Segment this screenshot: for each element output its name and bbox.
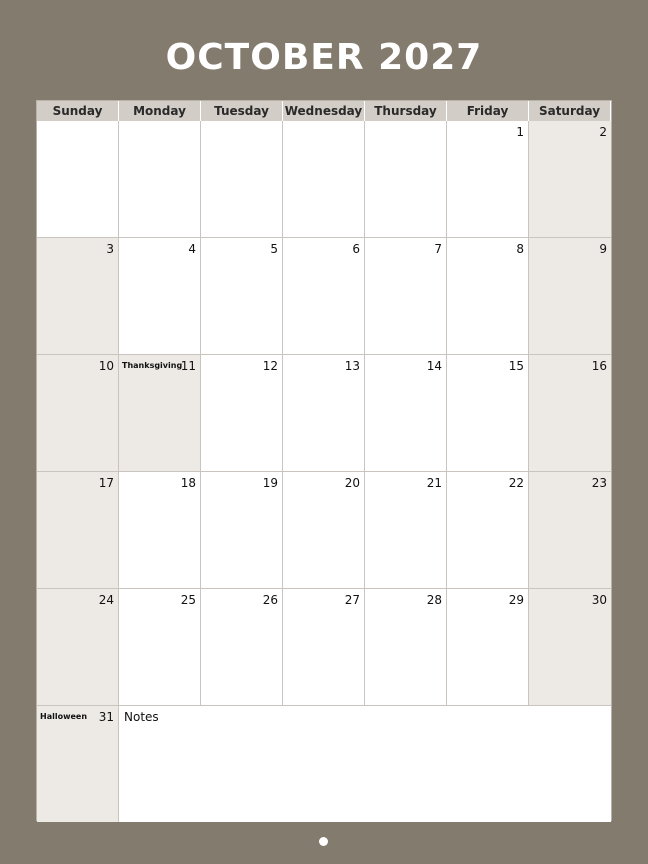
day-number: 30 bbox=[591, 593, 607, 607]
day-number: 23 bbox=[591, 476, 607, 490]
day-number: 6 bbox=[352, 242, 360, 256]
day-cell[interactable] bbox=[365, 121, 447, 238]
day-cell[interactable] bbox=[119, 355, 201, 472]
day-number: 16 bbox=[591, 359, 607, 373]
day-cell[interactable] bbox=[201, 121, 283, 238]
day-number: 14 bbox=[426, 359, 442, 373]
day-cell[interactable] bbox=[365, 355, 447, 472]
day-number: 25 bbox=[180, 593, 196, 607]
day-cell[interactable] bbox=[119, 238, 201, 355]
day-cell[interactable] bbox=[201, 472, 283, 589]
day-cell[interactable] bbox=[37, 238, 119, 355]
page-indicator-dot[interactable] bbox=[319, 837, 328, 846]
day-cell[interactable] bbox=[447, 238, 529, 355]
day-cell[interactable] bbox=[529, 121, 611, 238]
weekday-header-friday: Friday bbox=[447, 101, 529, 121]
day-number: 7 bbox=[434, 242, 442, 256]
day-cell[interactable] bbox=[365, 238, 447, 355]
day-cell[interactable] bbox=[201, 355, 283, 472]
event-label: Halloween bbox=[40, 712, 88, 721]
day-number: 10 bbox=[98, 359, 114, 373]
calendar-grid bbox=[36, 100, 612, 821]
day-number: 9 bbox=[599, 242, 607, 256]
notes-area[interactable] bbox=[119, 706, 611, 822]
day-number: 12 bbox=[262, 359, 278, 373]
day-cell[interactable] bbox=[283, 472, 365, 589]
day-number: 21 bbox=[426, 476, 442, 490]
day-number: 29 bbox=[508, 593, 524, 607]
day-number: 19 bbox=[262, 476, 278, 490]
day-cell[interactable] bbox=[283, 355, 365, 472]
day-number: 13 bbox=[344, 359, 360, 373]
day-number: 22 bbox=[508, 476, 524, 490]
day-number: 1 bbox=[516, 125, 524, 139]
day-number: 31 bbox=[98, 710, 114, 724]
day-cell[interactable] bbox=[447, 589, 529, 706]
day-cell[interactable] bbox=[37, 355, 119, 472]
day-cell[interactable] bbox=[365, 472, 447, 589]
day-cell[interactable] bbox=[119, 121, 201, 238]
weekday-header-monday: Monday bbox=[119, 101, 201, 121]
day-number: 15 bbox=[508, 359, 524, 373]
day-cell[interactable] bbox=[447, 355, 529, 472]
day-cell[interactable] bbox=[283, 121, 365, 238]
day-cell[interactable] bbox=[37, 589, 119, 706]
day-cell[interactable] bbox=[37, 472, 119, 589]
day-number: 11 bbox=[180, 359, 196, 373]
day-cell[interactable] bbox=[283, 238, 365, 355]
weekday-header-sunday: Sunday bbox=[37, 101, 119, 121]
event-label: Thanksgiving bbox=[122, 361, 183, 370]
weekday-header-tuesday: Tuesday bbox=[201, 101, 283, 121]
day-number: 4 bbox=[188, 242, 196, 256]
day-cell[interactable] bbox=[119, 472, 201, 589]
day-cell[interactable] bbox=[529, 355, 611, 472]
weekday-header-saturday: Saturday bbox=[529, 101, 611, 121]
day-cell[interactable] bbox=[365, 589, 447, 706]
weekday-header-wednesday: Wednesday bbox=[283, 101, 365, 121]
day-cell[interactable] bbox=[529, 238, 611, 355]
day-number: 5 bbox=[270, 242, 278, 256]
day-number: 27 bbox=[344, 593, 360, 607]
day-cell[interactable] bbox=[119, 589, 201, 706]
day-cell[interactable] bbox=[201, 238, 283, 355]
day-cell[interactable] bbox=[529, 472, 611, 589]
notes-label: Notes bbox=[124, 710, 159, 724]
day-number: 20 bbox=[344, 476, 360, 490]
day-cell[interactable] bbox=[37, 121, 119, 238]
weekday-header-thursday: Thursday bbox=[365, 101, 447, 121]
day-cell[interactable] bbox=[529, 589, 611, 706]
day-number: 28 bbox=[426, 593, 442, 607]
day-cell[interactable] bbox=[37, 706, 119, 822]
day-number: 26 bbox=[262, 593, 278, 607]
day-number: 3 bbox=[106, 242, 114, 256]
day-number: 18 bbox=[180, 476, 196, 490]
day-cell[interactable] bbox=[447, 121, 529, 238]
day-number: 2 bbox=[599, 125, 607, 139]
day-number: 24 bbox=[98, 593, 114, 607]
day-number: 17 bbox=[98, 476, 114, 490]
day-cell[interactable] bbox=[447, 472, 529, 589]
day-number: 8 bbox=[516, 242, 524, 256]
day-cell[interactable] bbox=[201, 589, 283, 706]
day-cell[interactable] bbox=[283, 589, 365, 706]
calendar-title: OCTOBER 2027 bbox=[165, 37, 483, 78]
